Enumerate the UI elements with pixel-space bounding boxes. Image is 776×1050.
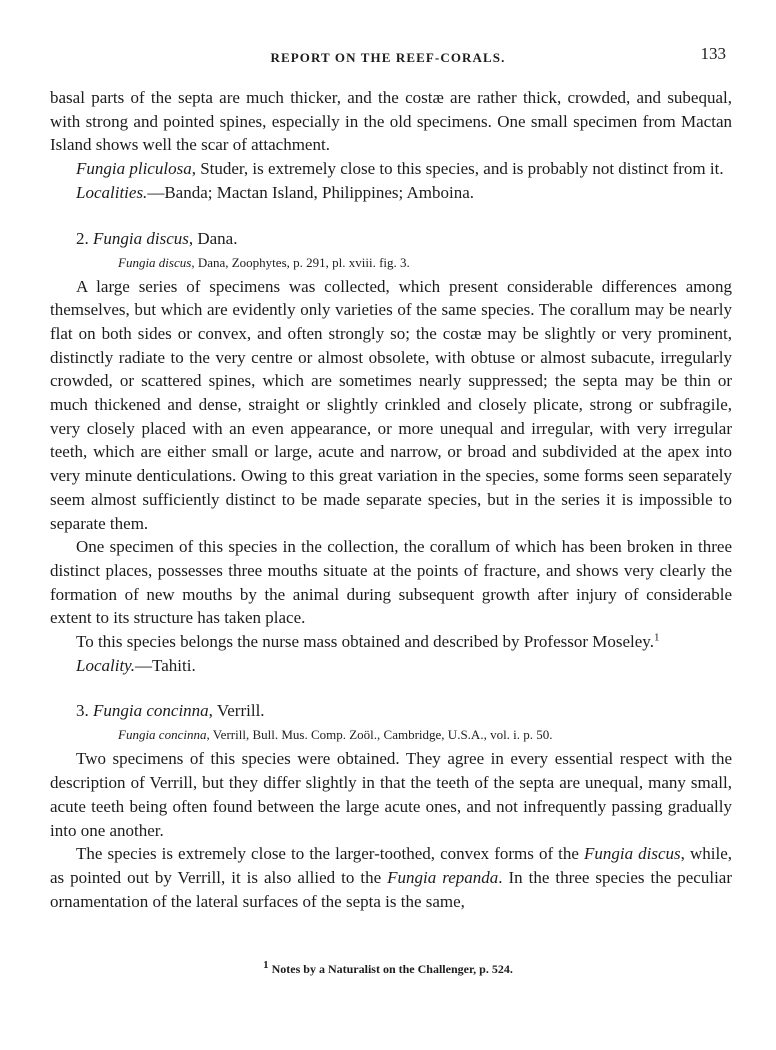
synonym-reference: , Verrill, Bull. Mus. Comp. Zoöl., Cambridge, U.S.A., vol. i. p. 50. [206,727,553,743]
species-name: Fungia discus [93,228,189,248]
locality-text: —Tahiti. [135,655,196,675]
footnote-text: Notes by a Naturalist on the Challenger, p. 524. [268,962,513,976]
paragraph-text: To this species belongs the nurse mass obtained and described by Professor Moseley. [76,632,654,652]
paragraph-text: , Studer, is extremely close to this species, and is probably not distinct from it. [191,159,724,179]
synonym-name: Fungia discus [118,254,192,270]
species-heading-fungia-discus [50,227,732,251]
concinna-comparison-paragraph [50,842,732,913]
paragraph-text: , while, as pointed out by Verrill, it is also allied to the [50,844,732,887]
discus-nurse-mass-paragraph [50,630,732,654]
species-heading-fungia-concinna [50,699,732,723]
species-number: 3. [76,701,89,721]
species-author: , Dana. [188,228,238,248]
concinna-specimens-paragraph: Two specimens of this species were obtained. They agree in every essential respect with the description of Verrill, but they differ slightly in that the teeth of the septa are unequal, many small, acute teeth being often found between the large acute ones, and not infrequently passing gradually into one another. [50,749,732,840]
page-header [0,44,776,68]
species-name: Fungia discus [584,844,681,864]
locality-line [50,654,732,678]
continued-paragraph: basal parts of the septa are much thicker, and the costæ are rather thick, crowded, and subequal, with strong and pointed spines, especially in the old specimens. One small specimen from Mactan Island shows well the scar of attachment. [50,88,732,155]
discus-description-paragraph: A large series of specimens was collected, which present considerable differences among themselves, but which are evidently only varieties of the same species. The corallum may be nearly flat on both sides or convex, and often strongly so; the costæ may be slightly or very prominent, distinctly radiate to the very centre or almost obsolete, with obtuse or almost subacute, irregularly crowded, or scattered spines, which are sometimes nearly suppressed; the septa may be thin or much thickened and dense, straight or slightly crinkled and closely plicate, strong or subfragile, very closely placed with an even appearance, or more unequal and irregular, with very irregular teeth, which are either small or large, acute and narrow, or broad and subdivided at the apex into very minute denticulations. Owing to this great variation in the species, some forms seen separately seem almost sufficiently distinct to be made separate species, but in the series it is impossible to separate them. [50,276,732,533]
localities-label: Localities. [76,182,148,202]
footnote-mark: 1 [263,959,269,971]
discus-specimen-paragraph: One specimen of this species in the collection, the corallum of which has been broken in three distinct places, possesses three mouths situate at the points of fracture, and shows very clearly the formation of new mouths by the animal during subsequent growth after injury of considerable extent to its structure has taken place. [50,537,732,628]
species-name: Fungia pliculosa [76,159,192,179]
species-author: , Verrill. [208,701,265,721]
locality-label: Locality. [76,655,136,675]
footnote-reference: 1 [653,631,660,644]
running-head: REPORT ON THE REEF-CORALS. [270,50,506,65]
page-number: 133 [700,44,726,63]
species-number: 2. [76,228,89,248]
localities-line [50,181,732,205]
synonym-reference: , Dana, Zoophytes, p. 291, pl. xviii. fig. 3. [191,254,410,270]
species-name: Fungia repanda [387,867,499,887]
body-text [50,86,732,913]
pliculosa-paragraph [50,157,732,181]
synonymy-line [50,251,732,275]
synonymy-line [50,723,732,747]
footnote [0,959,776,977]
paragraph-text: . In the three species the peculiar ornamentation of the lateral surfaces of the septa is the same, [50,867,732,911]
species-name: Fungia concinna [93,701,209,721]
paragraph-text: The species is extremely close to the larger-toothed, convex forms of the [76,844,584,864]
synonym-name: Fungia concinna [118,727,207,743]
localities-text: —Banda; Mactan Island, Philippines; Amboina. [147,182,475,202]
